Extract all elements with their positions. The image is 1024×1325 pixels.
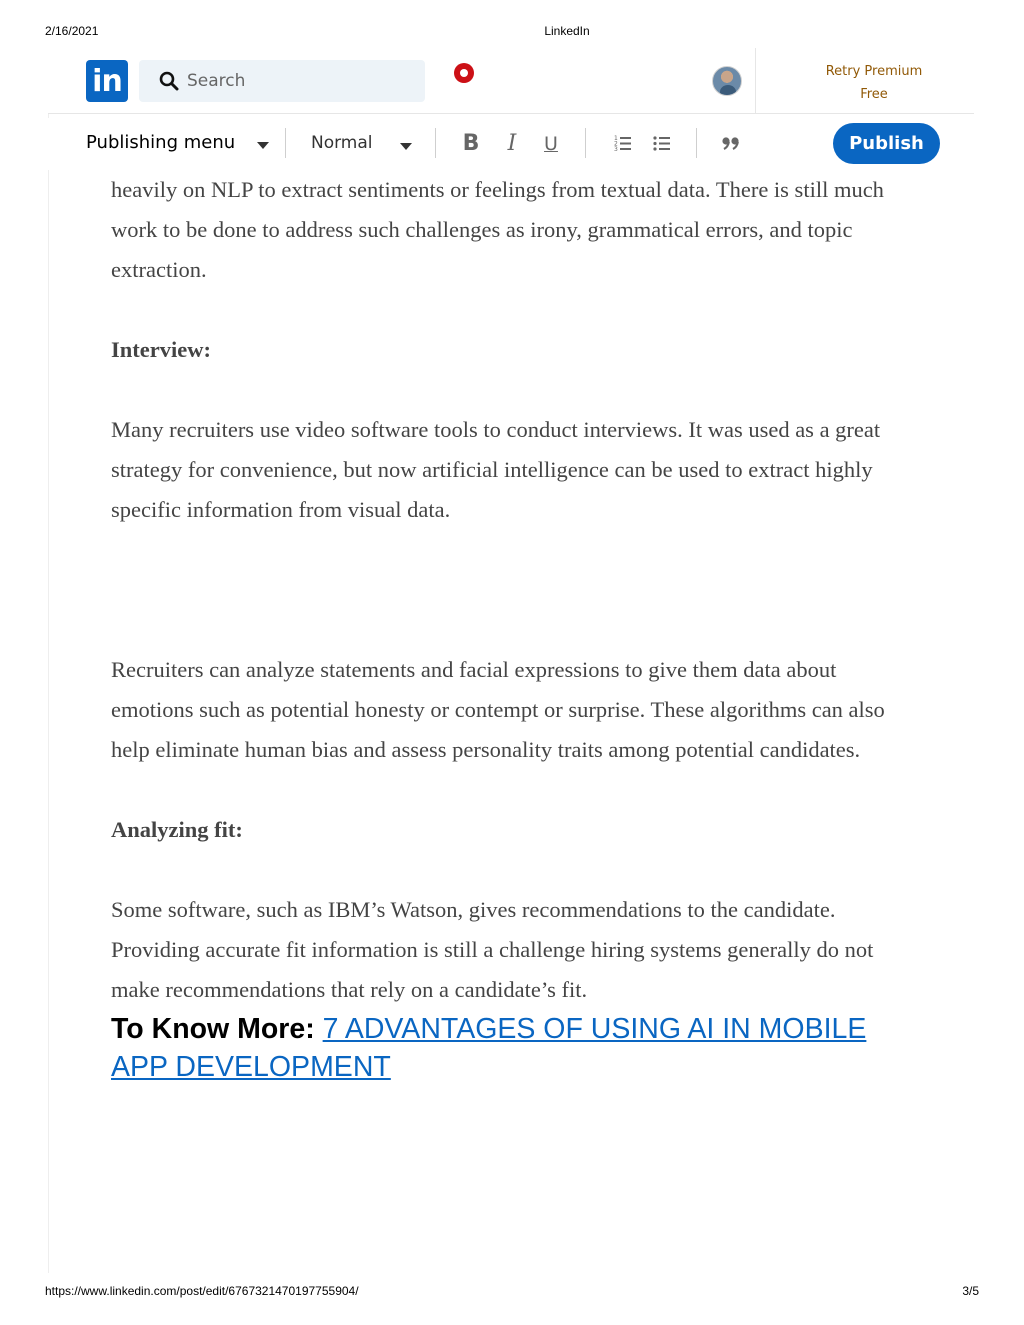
print-page-number: 3/5 (962, 1284, 979, 1298)
article-paragraph: Some software, such as IBM’s Watson, gives recommendations to the candidate. Providing accurate fit information is still a challenge hiring systems generally do not make recommendations that rely on a candidate’s fit. (111, 897, 874, 1002)
avatar[interactable] (712, 66, 742, 96)
numbered-list-icon[interactable] (614, 134, 634, 152)
text-style-value: Normal (311, 133, 373, 153)
top-navbar (48, 48, 974, 114)
print-title: LinkedIn (544, 24, 590, 38)
article-paragraph: heavily on NLP to extract sentiments or feelings from textual data. There is still much work to be done to address such challenges as irony, grammatical errors, and topic extraction. (111, 177, 884, 282)
publishing-menu-label: Publishing menu (86, 132, 236, 153)
print-header (0, 24, 1024, 42)
know-more-link[interactable]: 7 ADVANTAGES OF USING AI IN MOBILE APP DEVELOPMENT (111, 1013, 867, 1083)
toolbar-divider (285, 128, 286, 158)
search-input[interactable] (187, 66, 407, 96)
quote-icon[interactable] (721, 134, 741, 152)
premium-line-1: Retry Premium (825, 64, 923, 79)
print-url: https://www.linkedin.com/post/edit/6767321470197755904/ (45, 1284, 359, 1298)
print-footer (0, 1284, 1024, 1302)
chevron-down-icon[interactable] (400, 143, 412, 150)
editor-toolbar (48, 118, 974, 170)
publishing-menu-button[interactable] (86, 132, 235, 153)
article-paragraph: Many recruiters use video software tools to conduct interviews. It was used as a great strategy for convenience, but now artificial intelligence can be used to extract highly specific information from visual data. (111, 417, 881, 522)
italic-button[interactable]: I (507, 131, 517, 156)
article-paragraph: Recruiters can analyze statements and facial expressions to give them data about emotions such as potential honesty or contempt or surprise. These algorithms can also help eliminate human bias and assess personality traits among potential candidates. (111, 657, 885, 762)
nav-divider (755, 48, 756, 114)
print-date: 2/16/2021 (45, 24, 99, 38)
search-icon (159, 71, 179, 91)
article-body[interactable] (111, 170, 921, 1086)
retry-premium-link[interactable] (808, 60, 940, 106)
record-icon[interactable] (454, 63, 474, 83)
search-box[interactable] (139, 60, 425, 102)
text-style-select[interactable] (311, 133, 373, 153)
chevron-down-icon[interactable] (257, 142, 269, 149)
know-more-label: To Know More: (111, 1013, 315, 1045)
toolbar-divider (696, 128, 697, 158)
svg-text:1: 1 (614, 135, 618, 142)
section-heading-analyzing-fit: Analyzing fit: (111, 817, 243, 842)
svg-text:3: 3 (614, 146, 618, 152)
premium-line-2: Free (860, 87, 888, 102)
bold-button[interactable]: B (462, 131, 480, 156)
toolbar-divider (435, 128, 436, 158)
know-more-line (111, 1010, 921, 1086)
section-heading-interview: Interview: (111, 337, 211, 362)
linkedin-logo-icon[interactable]: in (86, 60, 128, 102)
publish-button[interactable]: Publish (833, 123, 940, 164)
toolbar-divider (585, 128, 586, 158)
svg-text:2: 2 (614, 140, 618, 148)
bulleted-list-icon[interactable] (653, 134, 673, 152)
underline-button[interactable]: U (544, 133, 558, 155)
